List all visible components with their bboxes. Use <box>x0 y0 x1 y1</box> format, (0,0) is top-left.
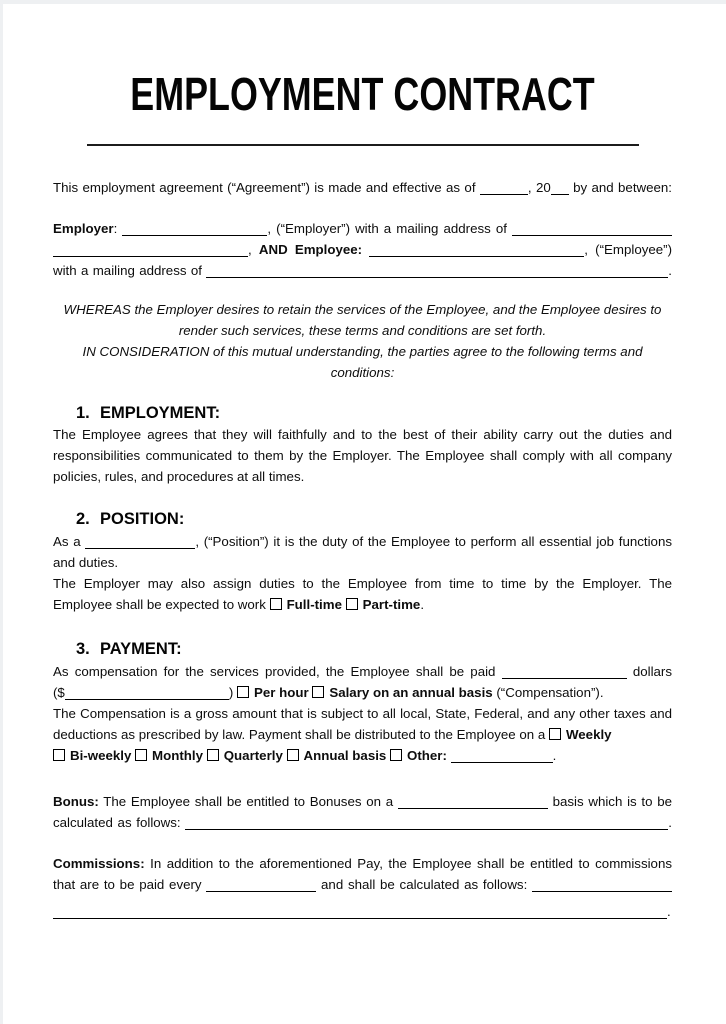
text-line <box>53 661 672 682</box>
text-line <box>53 853 672 874</box>
blank-field <box>480 180 528 195</box>
text-line <box>53 745 672 766</box>
text-line <box>53 791 672 812</box>
bold-text-run: Part-time <box>362 597 421 612</box>
bold-text-run: Per hour <box>253 685 309 700</box>
position-body-paragraph <box>53 531 672 615</box>
text-line <box>53 299 672 320</box>
text-run: ($ <box>53 685 65 700</box>
bold-text-run: Monthly <box>152 748 204 763</box>
text-line <box>53 874 672 895</box>
text-run: dollars <box>626 664 672 679</box>
blank-field <box>451 748 553 763</box>
text-run: . <box>667 904 671 919</box>
text-run: . <box>668 263 672 278</box>
text-line <box>53 218 672 239</box>
checkbox-icon <box>270 598 282 610</box>
blank-field <box>206 263 668 278</box>
blank-field <box>185 815 668 830</box>
text-line <box>53 703 672 724</box>
parties-paragraph <box>53 218 672 281</box>
section-heading-employment <box>53 402 672 424</box>
blank-field <box>512 221 672 236</box>
blank-field <box>551 180 569 195</box>
checkbox-icon <box>207 749 219 761</box>
bold-text-run: Commissions: <box>53 856 145 871</box>
checkbox-icon <box>549 728 561 740</box>
section-title: POSITION: <box>100 510 185 528</box>
text-run: . <box>420 597 425 612</box>
checkbox-icon <box>53 749 65 761</box>
text-run: The Employer may also assign duties to the Employee from time to time by the Employer. The <box>53 576 672 591</box>
blank-field <box>369 242 584 257</box>
blank-field <box>53 242 248 257</box>
contract-document <box>53 68 672 922</box>
text-run: policies, rules, and procedures at all times. <box>53 469 305 484</box>
text-run: deductions as prescribed by law. Payment shall be distributed to the Employee on a <box>53 727 549 742</box>
text-run <box>362 242 369 257</box>
text-line <box>53 320 672 341</box>
checkbox-icon <box>390 749 402 761</box>
text-run: and shall be calculated as follows: <box>316 877 532 892</box>
text-run: The Employee shall be entitled to Bonuses on a <box>98 794 398 809</box>
section-title: EMPLOYMENT: <box>100 404 221 422</box>
blank-field <box>502 664 627 679</box>
employment-body-paragraph <box>53 424 672 487</box>
text-line <box>53 901 672 922</box>
blank-field <box>532 877 672 892</box>
whereas-paragraph <box>53 299 672 383</box>
bold-text-run: Weekly <box>565 727 612 742</box>
blank-field <box>122 221 267 236</box>
text-run: and duties. <box>53 555 119 570</box>
checkbox-icon <box>312 686 324 698</box>
text-run: basis which is to be <box>547 794 672 809</box>
text-line <box>53 445 672 466</box>
text-run: : <box>113 221 123 236</box>
text-run: , <box>248 242 259 257</box>
bold-text-run: AND Employee: <box>258 242 363 257</box>
text-run: (“Compensation”). <box>492 685 604 700</box>
text-line <box>53 573 672 594</box>
text-line <box>53 466 672 487</box>
bold-text-run: Full-time <box>286 597 342 612</box>
text-run: The Compensation is a gross amount that is subject to all local, State, Federal, and any other taxes and <box>53 706 672 721</box>
bold-text-run: Other: <box>407 748 447 763</box>
blank-field <box>53 904 667 919</box>
text-line <box>53 531 672 552</box>
text-line <box>53 239 672 260</box>
section-number: 1. <box>76 404 90 422</box>
text-run: with a mailing address of <box>53 263 207 278</box>
text-run: . <box>668 815 672 830</box>
text-run: The Employee agrees that they will faithfully and to the best of their ability carry out the duties and <box>53 427 672 442</box>
section-number: 2. <box>76 510 90 528</box>
text-run: , 20 <box>527 180 551 195</box>
bold-text-run: Quarterly <box>223 748 283 763</box>
text-line <box>53 724 672 745</box>
text-run: render such services, these terms and conditions are set forth. <box>178 323 547 338</box>
text-run: calculated as follows: <box>53 815 186 830</box>
text-run: that are to be paid every <box>53 877 207 892</box>
text-line <box>53 682 672 703</box>
text-run: In addition to the aforementioned Pay, the Employee shall be entitled to commissions <box>144 856 672 871</box>
text-run: IN CONSIDERATION of this mutual understanding, the parties agree to the following terms and <box>82 344 643 359</box>
text-line <box>53 424 672 445</box>
text-run: ) <box>228 685 237 700</box>
text-line <box>53 552 672 573</box>
text-run: WHEREAS the Employer desires to retain the services of the Employee, and the Employee desires to <box>63 302 662 317</box>
text-run: responsibilities communicated to them by the Employer. The Employee shall comply with all company <box>53 448 672 463</box>
text-run: , (“Position”) it is the duty of the Employee to perform all essential job functions <box>195 534 672 549</box>
section-heading-payment <box>53 638 672 660</box>
blank-field <box>65 685 229 700</box>
bold-text-run: Bi-weekly <box>70 748 132 763</box>
text-run: As a <box>53 534 86 549</box>
text-run: , (“Employee”) <box>584 242 673 257</box>
contract-page <box>3 4 726 1024</box>
checkbox-icon <box>346 598 358 610</box>
bold-text-run: Annual basis <box>303 748 387 763</box>
checkbox-icon <box>237 686 249 698</box>
text-run: Employee shall be expected to work <box>53 597 270 612</box>
blank-field <box>85 534 195 549</box>
bonus-paragraph <box>53 791 672 833</box>
section-number: 3. <box>76 640 90 658</box>
text-run: This employment agreement (“Agreement”) is made and effective as of <box>53 180 480 195</box>
text-run: . <box>552 748 557 763</box>
text-line <box>53 260 672 281</box>
text-line <box>53 177 672 198</box>
checkbox-icon <box>287 749 299 761</box>
text-run: by and between: <box>568 180 672 195</box>
text-line <box>53 594 672 615</box>
payment-body-paragraph <box>53 661 672 766</box>
commissions-paragraph <box>53 853 672 922</box>
section-title: PAYMENT: <box>100 640 182 658</box>
document-title: EMPLOYMENT CONTRACT <box>130 68 595 120</box>
text-line <box>53 812 672 833</box>
title-underline <box>87 144 639 146</box>
text-run: As compensation for the services provided, the Employee shall be paid <box>53 664 502 679</box>
checkbox-icon <box>135 749 147 761</box>
blank-field <box>206 877 316 892</box>
bold-text-run: Employer <box>53 221 114 236</box>
text-line <box>53 341 672 362</box>
bold-text-run: Bonus: <box>53 794 99 809</box>
blank-field <box>398 794 548 809</box>
text-run: , (“Employer”) with a mailing address of <box>267 221 512 236</box>
intro-paragraph <box>53 177 672 198</box>
text-line <box>53 362 672 383</box>
section-heading-position <box>53 508 672 530</box>
text-run: conditions: <box>330 365 395 380</box>
bold-text-run: Salary on an annual basis <box>329 685 493 700</box>
